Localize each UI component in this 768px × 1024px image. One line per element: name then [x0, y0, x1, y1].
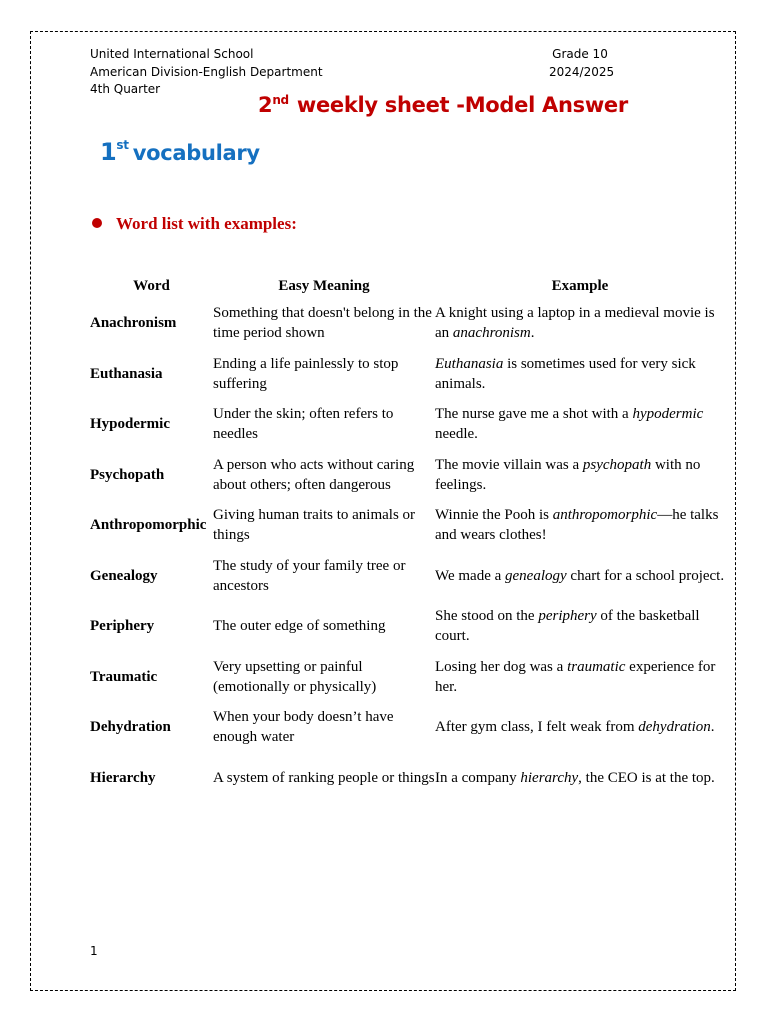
quarter-label: 4th Quarter [90, 82, 161, 96]
example-text: The movie villain was a [435, 456, 583, 473]
example-cell [435, 450, 725, 501]
example-text: The nurse gave me a shot with a [435, 406, 633, 423]
example-cell [435, 349, 725, 400]
example-text: Winnie the Pooh is [435, 507, 553, 524]
example-cell [435, 753, 725, 804]
section-number: 1 [100, 138, 117, 166]
table-row [90, 652, 725, 703]
example-cell [435, 702, 725, 753]
word-cell: Dehydration [90, 719, 171, 736]
title-text: weekly sheet -Model Answer [296, 93, 628, 117]
vocabulary-table [90, 276, 725, 803]
example-text: , the CEO is at the top. [578, 769, 715, 786]
grade-label: Grade 10 [552, 47, 608, 61]
table-row [90, 500, 725, 551]
meaning-cell: Giving human traits to animals or things [213, 507, 416, 544]
example-cell [435, 601, 725, 652]
meaning-cell: The study of your family tree or ancestors [213, 557, 406, 594]
section-heading [100, 138, 260, 166]
table-header-row [90, 276, 725, 298]
bullet-text: Word list with examples: [116, 214, 297, 233]
column-header-example: Example [551, 278, 609, 294]
title-suffix: nd [272, 93, 289, 107]
bullet-dot-icon [92, 218, 102, 228]
example-text: needle. [435, 426, 478, 443]
example-cell [435, 500, 725, 551]
example-text: —he talks and wears clothes! [435, 507, 719, 544]
word-cell: Euthanasia [90, 365, 163, 382]
table-row [90, 601, 725, 652]
table-row [90, 450, 725, 501]
meaning-cell: When your body doesn’t have enough water [213, 709, 394, 746]
meaning-cell: Ending a life painlessly to stop suffering [213, 355, 399, 392]
school-year: 2024/2025 [549, 64, 615, 79]
example-word: Euthanasia [435, 355, 504, 372]
word-cell: Periphery [90, 618, 155, 635]
title-number: 2 [258, 93, 273, 117]
meaning-cell: Under the skin; often refers to needles [213, 406, 394, 443]
column-header-word: Word [133, 278, 170, 294]
example-text: experience for her. [435, 658, 716, 695]
word-cell: Psychopath [90, 466, 165, 483]
table-row [90, 399, 725, 450]
example-word: hierarchy [520, 769, 579, 786]
word-cell: Anachronism [90, 315, 177, 332]
meaning-cell: Something that doesn't belong in the time period shown [213, 305, 432, 342]
page-number: 1 [90, 944, 98, 958]
example-text: A knight using a laptop in a medieval movie is an [435, 305, 715, 342]
example-word: genealogy [505, 567, 567, 584]
example-text: is sometimes used for very sick animals. [435, 355, 696, 392]
example-text: of the basketball court. [435, 608, 700, 645]
section-text: vocabulary [132, 141, 260, 165]
school-name: United International School [90, 47, 254, 61]
table-row [90, 349, 725, 400]
example-text: . [710, 719, 715, 736]
header-right [549, 46, 615, 81]
example-word: anachronism [452, 325, 531, 342]
section-suffix: st [116, 138, 129, 152]
meaning-cell: A person who acts without caring about others; often dangerous [213, 456, 415, 493]
example-word: hypodermic [632, 406, 704, 423]
word-cell: Anthropomorphic [90, 517, 207, 534]
table-row [90, 753, 725, 804]
word-cell: Traumatic [90, 668, 158, 685]
example-text: chart for a school project. [566, 567, 725, 584]
column-header-meaning: Easy Meaning [278, 278, 370, 294]
department-name: American Division-English Department [90, 64, 323, 79]
meaning-cell: A system of ranking people or things [213, 769, 435, 786]
meaning-cell: The outer edge of something [213, 618, 386, 635]
table-row [90, 702, 725, 753]
word-cell: Genealogy [90, 567, 158, 584]
header-left [90, 46, 323, 99]
example-text: Losing her dog was a [435, 658, 568, 675]
example-word: traumatic [567, 658, 626, 675]
example-text: We made a [435, 567, 506, 584]
table-row [90, 551, 725, 602]
example-cell [435, 551, 725, 602]
example-text: . [530, 325, 535, 342]
word-cell: Hypodermic [90, 416, 170, 433]
word-cell: Hierarchy [90, 769, 156, 786]
example-cell [435, 298, 725, 349]
example-text: with no feelings. [435, 456, 701, 493]
example-word: periphery [538, 608, 597, 625]
example-cell [435, 652, 725, 703]
example-text: In a company [435, 769, 521, 786]
example-word: dehydration [638, 719, 711, 736]
bullet-heading [92, 214, 297, 234]
table-row [90, 298, 725, 349]
example-word: anthropomorphic [552, 507, 658, 524]
example-text: After gym class, I felt weak from [435, 719, 639, 736]
example-cell [435, 399, 725, 450]
example-text: She stood on the [435, 608, 539, 625]
example-word: psychopath [582, 456, 652, 473]
meaning-cell: Very upsetting or painful (emotionally or physically) [213, 658, 377, 695]
page-title [258, 93, 628, 117]
